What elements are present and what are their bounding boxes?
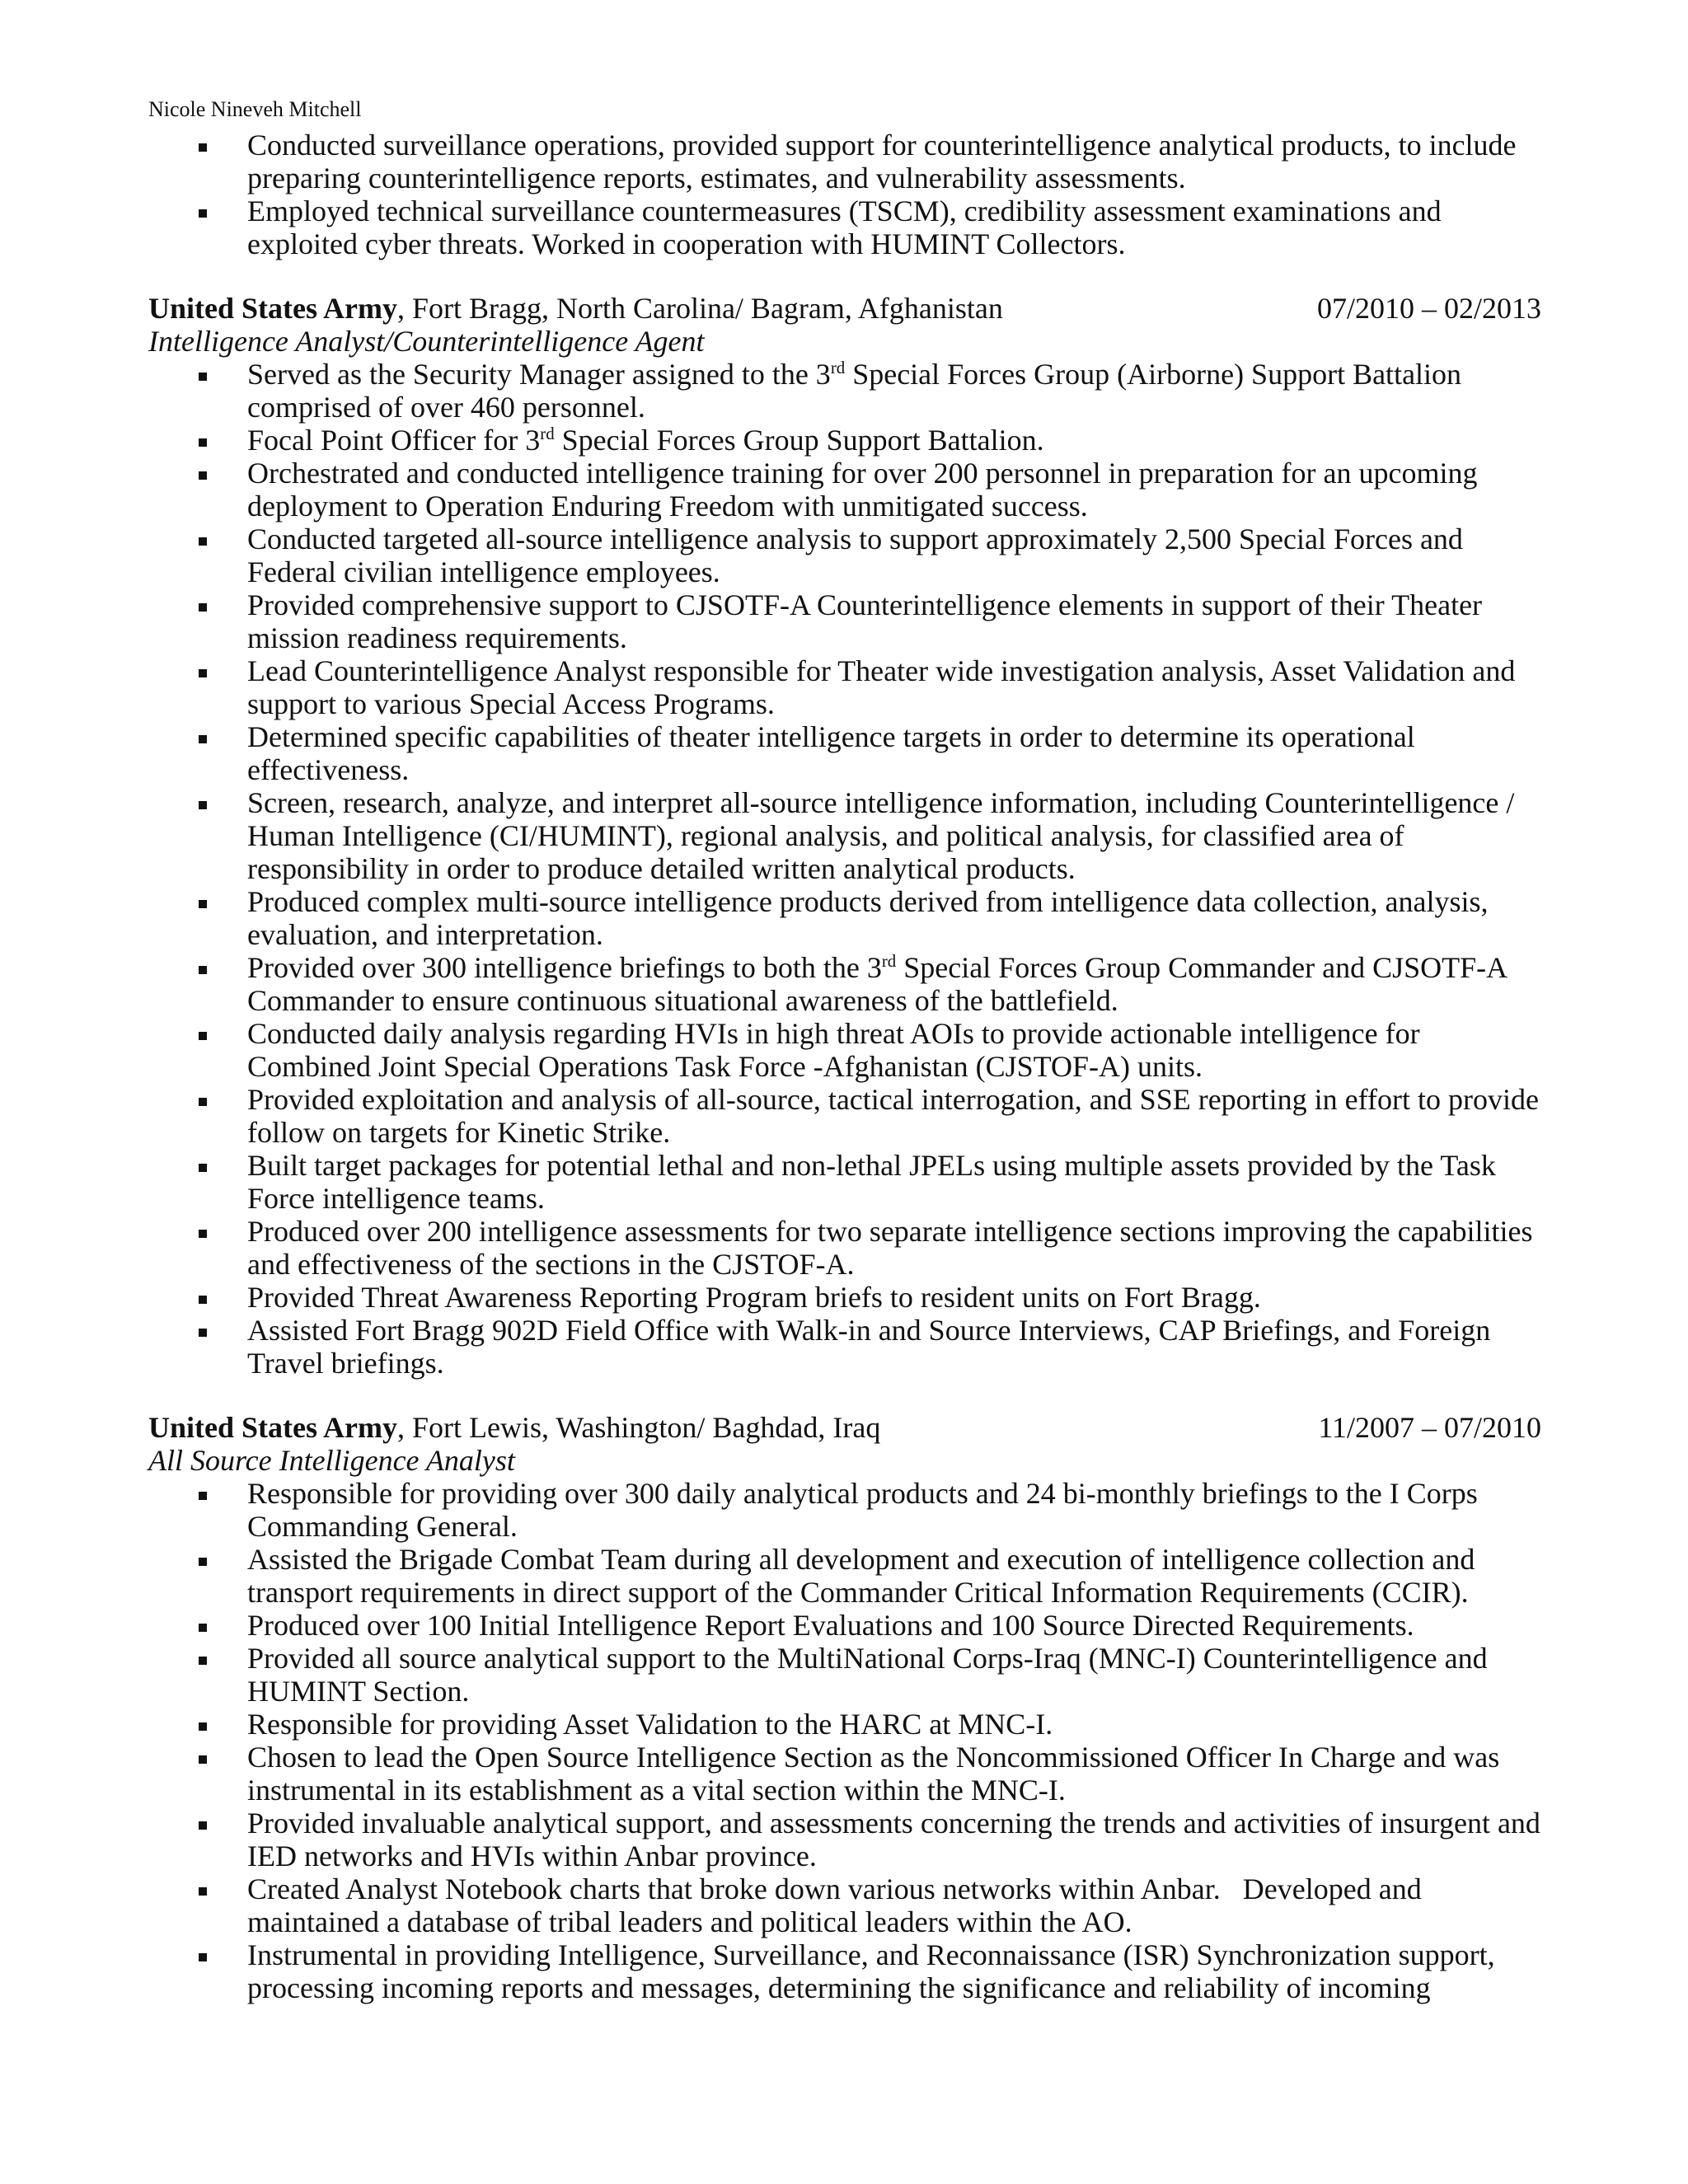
- bullet-text: Assisted the Brigade Combat Team during all development and execution of intelligence collection and transport requirements in direct support of the Commander Critical Information Requirements (CCIR).: [247, 1543, 1475, 1609]
- bullet-icon: [199, 1722, 207, 1731]
- bullet-text: Provided over 300 intelligence briefings to both the 3rd Special Forces Group Commander and CJSOTF-A Commander to ensure continuous situational awareness of the battlefield.: [247, 951, 1507, 1017]
- list-item: [247, 1281, 1541, 1314]
- job-title: All Source Intelligence Analyst: [148, 1444, 515, 1477]
- list-item: [247, 1938, 1541, 2004]
- job-bullet-list: [148, 1477, 1541, 2004]
- list-item: [247, 1477, 1541, 1543]
- bullet-text: Lead Counterintelligence Analyst responsible for Theater wide investigation analysis, Asset Validation and support to various Special Access Programs.: [247, 654, 1516, 720]
- bullet-icon: [199, 900, 207, 908]
- bullet-icon: [199, 1657, 207, 1665]
- job-location: , Fort Lewis, Washington/ Baghdad, Iraq: [396, 1411, 881, 1444]
- bullet-icon: [199, 1329, 207, 1337]
- bullet-text: Provided all source analytical support to the MultiNational Corps-Iraq (MNC-I) Counterintelligence and HUMINT Section.: [247, 1642, 1488, 1708]
- bullet-icon: [199, 1492, 207, 1500]
- list-item: [247, 588, 1541, 654]
- job-location: , Fort Bragg, North Carolina/ Bagram, Afghanistan: [396, 292, 1003, 325]
- bullet-icon: [199, 669, 207, 677]
- bullet-text: Provided comprehensive support to CJSOTF-A Counterintelligence elements in support of their Theater mission readiness requirements.: [247, 588, 1483, 654]
- header-name: Nicole Nineveh Mitchell: [148, 97, 362, 121]
- list-item: [247, 424, 1541, 457]
- bullet-icon: [199, 1624, 207, 1632]
- bullet-text: Orchestrated and conducted intelligence training for over 200 personnel in preparation for an upcoming deployment to Operation Enduring Freedom with unmitigated success.: [247, 457, 1478, 523]
- list-item: [247, 1314, 1541, 1380]
- bullet-icon: [199, 471, 207, 480]
- list-item: [247, 1807, 1541, 1872]
- intro-bullet-list: [148, 129, 1541, 260]
- bullet-icon: [199, 143, 207, 152]
- bullet-text: Built target packages for potential lethal and non-lethal JPELs using multiple assets provided by the Task Force intelligence teams.: [247, 1149, 1496, 1215]
- bullet-text: Provided exploitation and analysis of all-source, tactical interrogation, and SSE reporting in effort to provide follow on targets for Kinetic Strike.: [247, 1083, 1539, 1149]
- list-item: [247, 885, 1541, 951]
- list-item: [247, 951, 1541, 1017]
- list-item: [247, 786, 1541, 885]
- bullet-text: Instrumental in providing Intelligence, Surveillance, and Reconnaissance (ISR) Synchronization support, processing incoming reports and messages, determining the significance and reliability of incoming: [247, 1938, 1495, 2004]
- job-bullet-list: [148, 358, 1541, 1380]
- bullet-icon: [199, 1164, 207, 1172]
- list-item: [247, 358, 1541, 424]
- bullet-icon: [199, 735, 207, 743]
- job-dates: 07/2010 – 02/2013: [1316, 292, 1541, 325]
- bullet-text: Served as the Security Manager assigned to the 3rd Special Forces Group (Airborne) Support Battalion comprised of over 460 personnel.: [247, 358, 1462, 424]
- bullet-text: Focal Point Officer for 3rd Special Forces Group Support Battalion.: [247, 424, 1044, 457]
- bullet-text: Screen, research, analyze, and interpret all-source intelligence information, including Counterintelligence / Human Intelligence (CI/HUMINT), regional analysis, and political analysis, for classified area of responsibility in order to produce detailed written analytical products.: [247, 786, 1515, 885]
- bullet-icon: [199, 1755, 207, 1764]
- list-item: [247, 1741, 1541, 1807]
- bullet-text: Produced over 100 Initial Intelligence Report Evaluations and 100 Source Directed Requirements.: [247, 1609, 1414, 1642]
- list-item: [247, 523, 1541, 588]
- bullet-icon: [199, 1230, 207, 1238]
- bullet-icon: [199, 603, 207, 612]
- bullet-text: Provided invaluable analytical support, and assessments concerning the trends and activities of insurgent and IED networks and HVIs within Anbar province.: [247, 1807, 1540, 1872]
- job-header: [148, 292, 1541, 325]
- bullet-icon: [199, 1887, 207, 1896]
- list-item: [247, 1083, 1541, 1149]
- bullet-icon: [199, 1296, 207, 1304]
- list-item: [247, 1872, 1541, 1938]
- bullet-icon: [199, 209, 207, 218]
- list-item: [247, 720, 1541, 786]
- job-header: [148, 1411, 1541, 1444]
- job-title: Intelligence Analyst/Counterintelligence Agent: [148, 325, 705, 358]
- job-section-fort-lewis: [148, 1411, 1541, 2004]
- job-dates: 11/2007 – 07/2010: [1318, 1411, 1541, 1444]
- job-employer-line: [148, 292, 1003, 325]
- bullet-text: Conducted surveillance operations, provided support for counterintelligence analytical products, to include preparing counterintelligence reports, estimates, and vulnerability assessments.: [247, 129, 1517, 194]
- bullet-text: Produced complex multi-source intelligence products derived from intelligence data collection, analysis, evaluation, and interpretation.: [247, 885, 1489, 951]
- bullet-icon: [199, 1098, 207, 1106]
- bullet-icon: [199, 1032, 207, 1040]
- list-item: [247, 1543, 1541, 1609]
- bullet-icon: [199, 537, 207, 546]
- job-employer-line: [148, 1411, 880, 1444]
- bullet-icon: [199, 966, 207, 974]
- job-employer: United States Army: [148, 1411, 397, 1444]
- list-item: [247, 194, 1541, 260]
- bullet-icon: [199, 1953, 207, 1961]
- list-item: [247, 129, 1541, 194]
- job-section-fort-bragg: [148, 292, 1541, 1380]
- bullet-text: Conducted daily analysis regarding HVIs in high threat AOIs to provide actionable intelligence for Combined Joint Special Operations Task Force -Afghanistan (CJSTOF-A) units.: [247, 1017, 1420, 1083]
- bullet-icon: [199, 801, 207, 809]
- list-item: [247, 457, 1541, 523]
- bullet-text: Produced over 200 intelligence assessments for two separate intelligence sections improving the capabilities and effectiveness of the sections in the CJSTOF-A.: [247, 1215, 1533, 1281]
- list-item: [247, 1642, 1541, 1708]
- bullet-text: Assisted Fort Bragg 902D Field Office with Walk-in and Source Interviews, CAP Briefings, and Foreign Travel briefings.: [247, 1314, 1491, 1380]
- bullet-icon: [199, 1821, 207, 1830]
- bullet-text: Responsible for providing Asset Validation to the HARC at MNC-I.: [247, 1708, 1053, 1741]
- bullet-text: Chosen to lead the Open Source Intelligence Section as the Noncommissioned Officer In Charge and was instrumental in its establishment as a vital section within the MNC-I.: [247, 1741, 1500, 1807]
- list-item: [247, 1017, 1541, 1083]
- bullet-text: Created Analyst Notebook charts that broke down various networks within Anbar. Developed and maintained a database of tribal leaders and political leaders within the AO.: [247, 1872, 1429, 1938]
- bullet-text: Provided Threat Awareness Reporting Program briefs to resident units on Fort Bragg.: [247, 1281, 1261, 1314]
- bullet-text: Determined specific capabilities of theater intelligence targets in order to determine its operational effectiveness.: [247, 720, 1415, 786]
- bullet-icon: [199, 438, 207, 447]
- list-item: [247, 654, 1541, 720]
- bullet-icon: [199, 1558, 207, 1566]
- bullet-text: Conducted targeted all-source intelligence analysis to support approximately 2,500 Special Forces and Federal civilian intelligence employees.: [247, 523, 1463, 588]
- bullet-text: Responsible for providing over 300 daily analytical products and 24 bi-monthly briefings to the I Corps Commanding General.: [247, 1477, 1478, 1543]
- bullet-text: Employed technical surveillance countermeasures (TSCM), credibility assessment examinations and exploited cyber threats. Worked in cooperation with HUMINT Collectors.: [247, 194, 1442, 260]
- list-item: [247, 1609, 1541, 1642]
- bullet-icon: [199, 373, 207, 381]
- list-item: [247, 1149, 1541, 1215]
- job-employer: United States Army: [148, 292, 397, 325]
- list-item: [247, 1708, 1541, 1741]
- list-item: [247, 1215, 1541, 1281]
